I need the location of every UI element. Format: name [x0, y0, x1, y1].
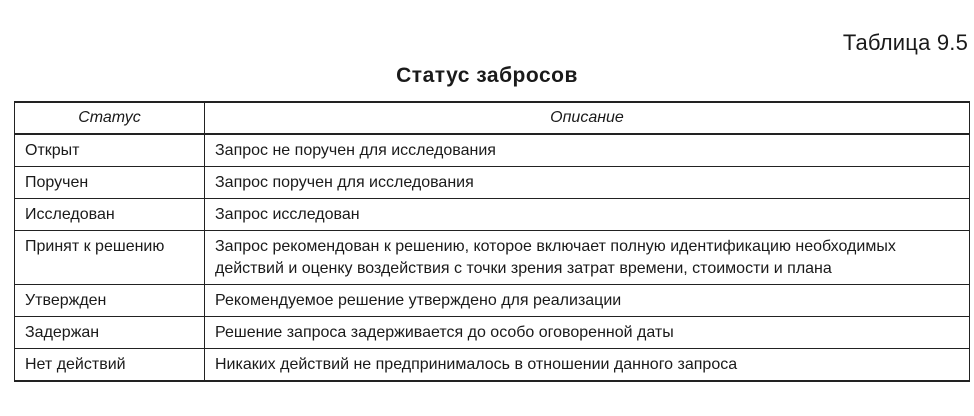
description-cell: Запрос рекомендован к решению, которое включает полную идентификацию необходимых действий и оценку воздействия с точки зрения затрат времени, стоимости и плана	[205, 231, 970, 285]
header-status: Статус	[15, 102, 205, 134]
table-row	[15, 231, 970, 285]
status-cell: Принят к решению	[15, 231, 205, 285]
status-cell: Исследован	[15, 199, 205, 231]
table-row	[15, 134, 970, 167]
table-row	[15, 285, 970, 317]
table-title: Статус забросов	[396, 64, 578, 87]
table-row	[15, 317, 970, 349]
description-cell: Решение запроса задерживается до особо оговоренной даты	[205, 317, 970, 349]
status-cell: Нет действий	[15, 349, 205, 382]
status-cell: Задержан	[15, 317, 205, 349]
description-cell: Запрос поручен для исследования	[205, 167, 970, 199]
table-row	[15, 167, 970, 199]
table-row	[15, 349, 970, 382]
description-cell: Рекомендуемое решение утверждено для реализации	[205, 285, 970, 317]
status-cell: Утвержден	[15, 285, 205, 317]
status-table	[14, 101, 970, 382]
description-cell: Никаких действий не предпринималось в отношении данного запроса	[205, 349, 970, 382]
status-cell: Поручен	[15, 167, 205, 199]
table-header-row	[15, 102, 970, 134]
description-cell: Запрос исследован	[205, 199, 970, 231]
table-row	[15, 199, 970, 231]
status-cell: Открыт	[15, 134, 205, 167]
table-number: Таблица 9.5	[842, 30, 968, 55]
description-cell: Запрос не поручен для исследования	[205, 134, 970, 167]
header-description: Описание	[205, 102, 970, 134]
